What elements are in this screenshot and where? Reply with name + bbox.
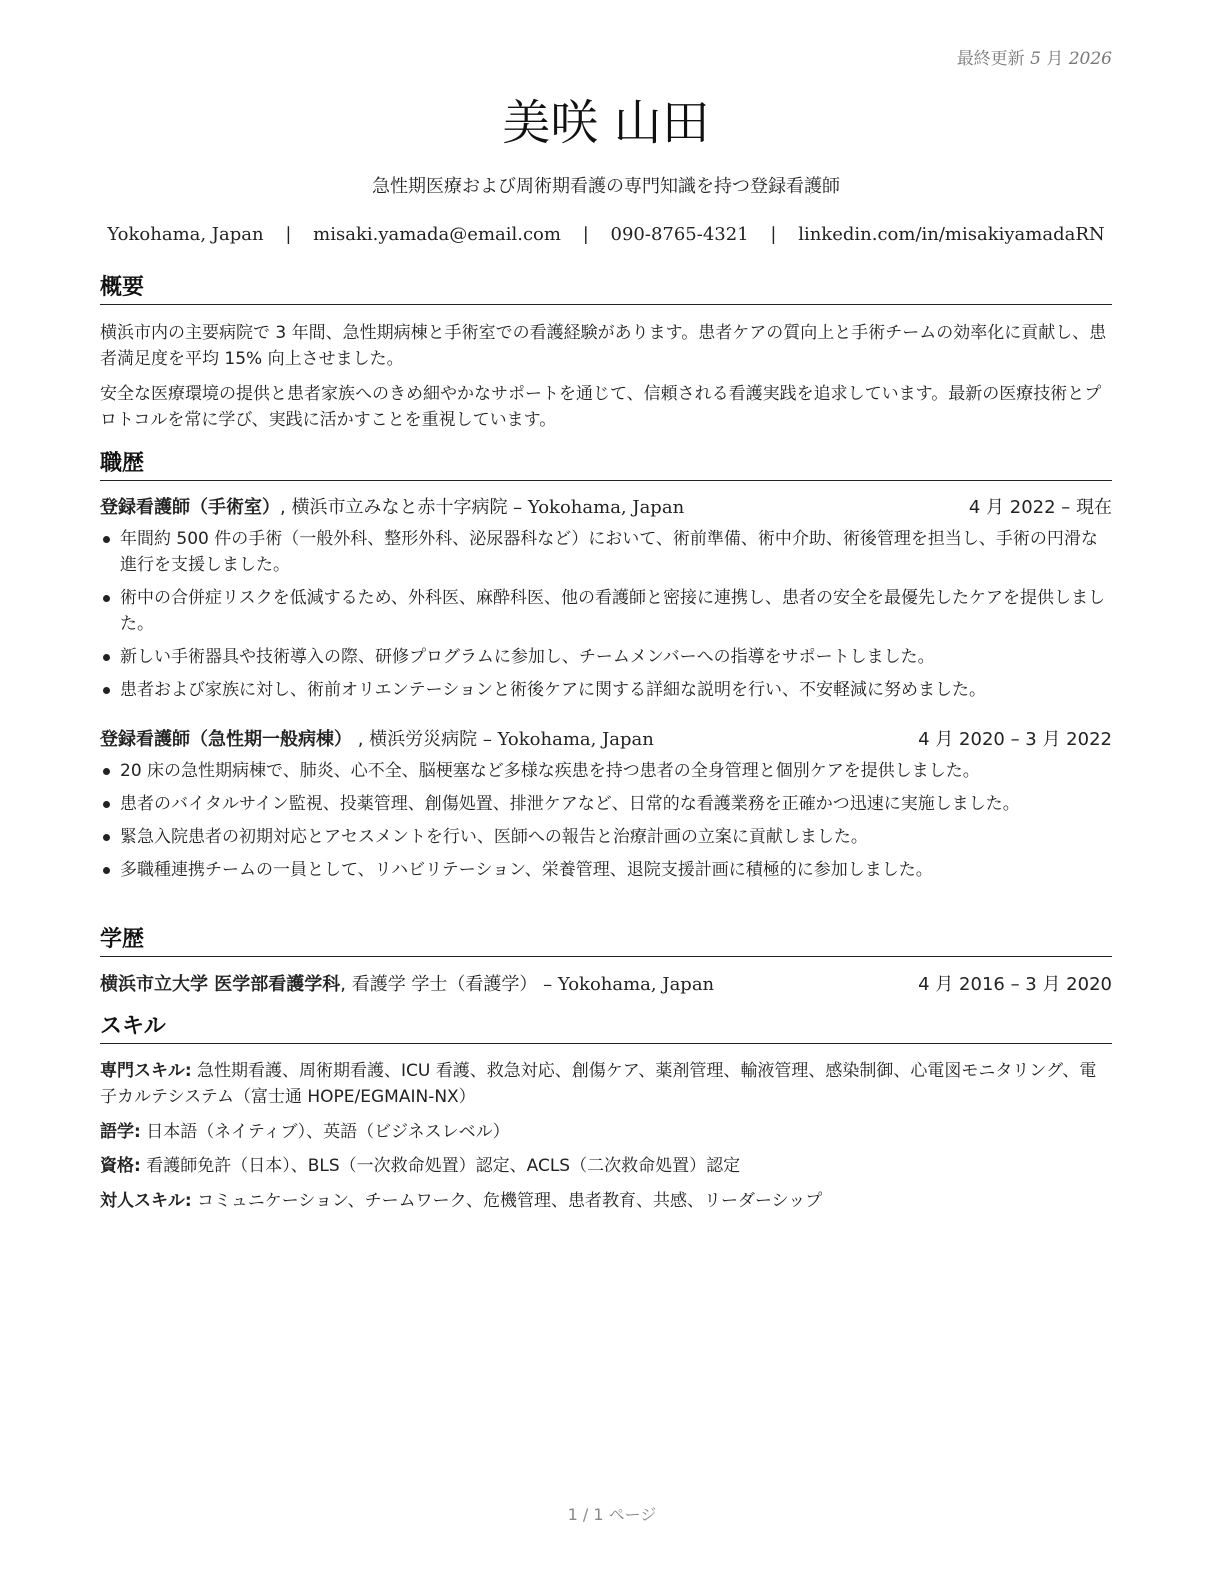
job-employer: , 横浜市立みなと赤十字病院	[280, 497, 508, 518]
candidate-name: 美咲 山田	[502, 95, 710, 151]
job-location: – Yokohama, Japan	[507, 497, 685, 518]
section-title-summary: 概要	[100, 274, 1112, 305]
contact-separator: |	[285, 224, 292, 245]
contact-linkedin-link[interactable]: linkedin.com/in/misakiyamadaRN	[798, 224, 1105, 245]
skill-label: 語学:	[100, 1122, 141, 1142]
page-number: 1 / 1 ページ	[567, 1505, 657, 1524]
last-updated-month: 5	[1030, 49, 1041, 69]
skill-label: 資格:	[100, 1156, 141, 1176]
job-bullet: 緊急入院患者の初期対応とアセスメントを行い、医師への報告と治療計画の立案に貢献しました。	[100, 824, 1112, 850]
job-employer: , 横浜労災病院	[352, 729, 478, 750]
job-bullet: 患者および家族に対し、術前オリエンテーションと術後ケアに関する詳細な説明を行い、不安軽減に努めました。	[100, 677, 1112, 703]
job-header	[100, 727, 1112, 753]
contact-email-link[interactable]: misaki.yamada@email.com	[313, 224, 561, 245]
education-degree: , 看護学 学士（看護学）	[340, 974, 538, 995]
last-updated-month-unit: 月	[1046, 49, 1064, 69]
last-updated-year: 2026	[1068, 49, 1112, 69]
job-bullet: 患者のバイタルサイン監視、投薬管理、創傷処置、排泄ケアなど、日常的な看護業務を正確かつ迅速に実施しました。	[100, 791, 1112, 817]
education-entry	[100, 972, 1112, 998]
contact-line	[100, 224, 1112, 245]
last-updated	[957, 44, 1112, 69]
skill-row	[100, 1058, 1112, 1110]
skill-value: 看護師免許（日本）、BLS（一次救命処置）認定、ACLS（二次救命処置）認定	[140, 1156, 741, 1176]
job-bullets	[100, 758, 1112, 890]
education-school: 横浜市立大学 医学部看護学科	[100, 974, 341, 995]
skill-value: 急性期看護、周術期看護、ICU 看護、救急対応、創傷ケア、薬剤管理、輸液管理、感染制御、心電図モニタリング、電子カルテシステム（富士通 HOPE/EGMAIN-NX）	[100, 1061, 1097, 1107]
last-updated-label: 最終更新	[956, 49, 1025, 69]
job-role: 登録看護師（手術室）	[100, 497, 280, 518]
job-bullet: 20 床の急性期病棟で、肺炎、心不全、脳梗塞など多様な疾患を持つ患者の全身管理と個別ケアを提供しました。	[100, 758, 1112, 784]
job-bullet: 年間約 500 件の手術（一般外科、整形外科、泌尿器科など）において、術前準備、術中介助、術後管理を担当し、手術の円滑な進行を支援しました。	[100, 526, 1112, 578]
job-bullet: 術中の合併症リスクを低減するため、外科医、麻酔科医、他の看護師と密接に連携し、患者の安全を最優先したケアを提供しました。	[100, 585, 1112, 637]
contact-separator: |	[770, 224, 777, 245]
job-dates: 4 月 2020 – 3 月 2022	[918, 729, 1112, 750]
job-header	[100, 495, 1112, 521]
contact-separator: |	[582, 224, 589, 245]
skill-row	[100, 1119, 1112, 1145]
section-title-education: 学歴	[100, 926, 1112, 957]
summary-paragraph: 横浜市内の主要病院で 3 年間、急性期病棟と手術室での看護経験があります。患者ケアの質向上と手術チームの効率化に貢献し、患者満足度を平均 15% 向上させました。	[100, 323, 1107, 369]
skill-row	[100, 1153, 1112, 1179]
education-location: – Yokohama, Japan	[537, 974, 715, 995]
section-title-experience: 職歴	[100, 450, 1112, 481]
candidate-tagline: 急性期医療および周術期看護の専門知識を持つ登録看護師	[372, 176, 840, 197]
job-bullet: 多職種連携チームの一員として、リハビリテーション、栄養管理、退院支援計画に積極的に参加しました。	[100, 857, 1112, 883]
section-title-skills: スキル	[100, 1013, 1112, 1044]
resume-page	[100, 0, 1112, 1584]
education-dates: 4 月 2016 – 3 月 2020	[918, 974, 1112, 995]
job-dates: 4 月 2022 – 現在	[968, 497, 1112, 518]
job-location: – Yokohama, Japan	[477, 729, 654, 750]
contact-phone: 090-8765-4321	[610, 224, 749, 245]
skill-value: 日本語（ネイティブ）、英語（ビジネスレベル）	[140, 1122, 510, 1142]
skill-value: コミュニケーション、チームワーク、危機管理、患者教育、共感、リーダーシップ	[191, 1191, 823, 1211]
skill-label: 対人スキル:	[100, 1191, 192, 1211]
job-bullet: 新しい手術器具や技術導入の際、研修プログラムに参加し、チームメンバーへの指導をサポートしました。	[100, 644, 1112, 670]
skill-label: 専門スキル:	[100, 1061, 192, 1081]
job-bullets	[100, 526, 1112, 710]
contact-location: Yokohama, Japan	[107, 224, 264, 245]
skill-row	[100, 1188, 1112, 1214]
job-role: 登録看護師（急性期一般病棟）	[100, 729, 352, 750]
summary-paragraph: 安全な医療環境の提供と患者家族へのきめ細やかなサポートを通じて、信頼される看護実践を追求しています。最新の医療技術とプロトコルを常に学び、実践に活かすことを重視しています。	[100, 384, 1102, 430]
